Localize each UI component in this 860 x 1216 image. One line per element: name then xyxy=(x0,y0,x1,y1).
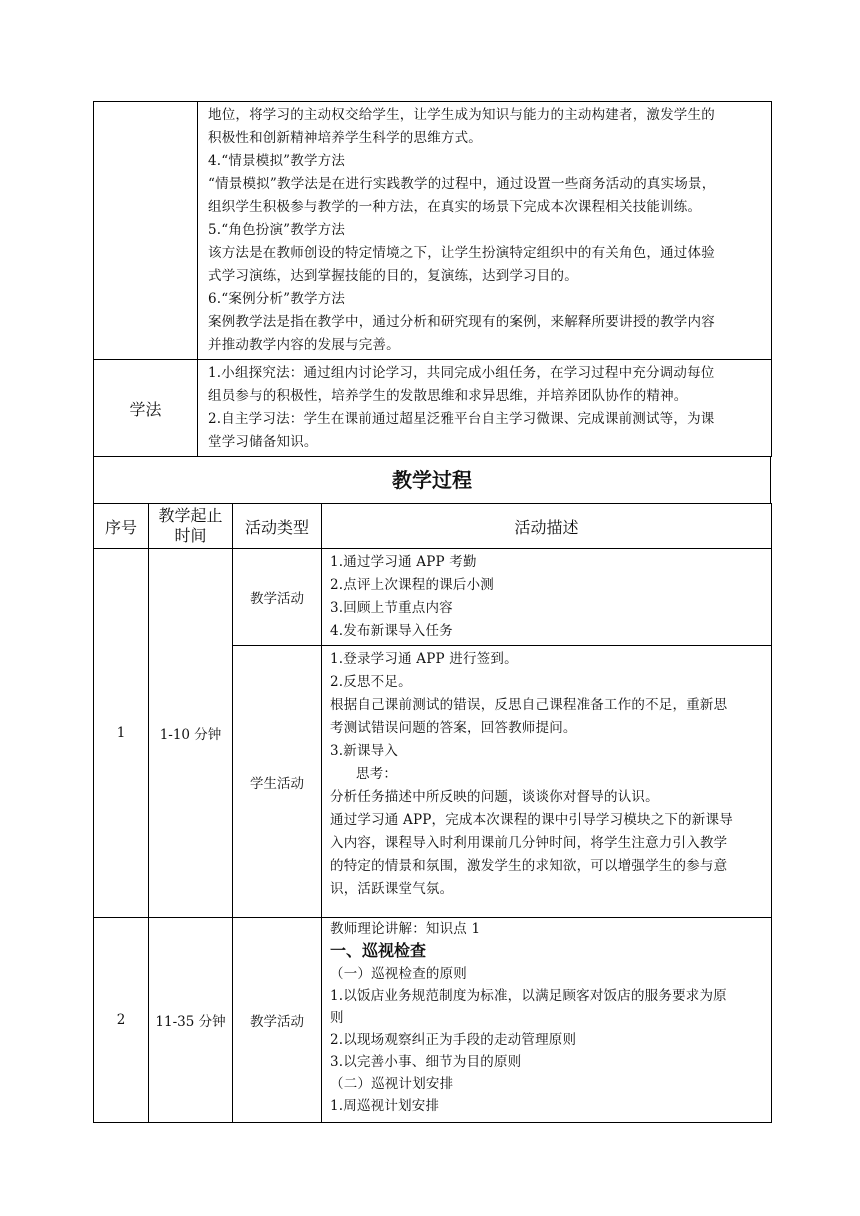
list-item: 1.以饭店业务规范制度为标准，以满足顾客对饭店的服务要求为原 xyxy=(330,988,727,1004)
list-item: 识，活跃课堂气氛。 xyxy=(330,881,454,897)
list-item: 2.反思不足。 xyxy=(330,674,412,690)
list-item: 3.以完善小事、细节为目的原则 xyxy=(330,1054,522,1070)
header-desc: 活动描述 xyxy=(322,504,772,549)
document-page xyxy=(93,101,771,1123)
list-item: 则 xyxy=(330,1010,344,1026)
lecture-intro: 教师理论讲解：知识点 1 xyxy=(330,921,481,937)
learning-methods-label: 学法 xyxy=(94,360,198,457)
header-seq: 序号 xyxy=(94,504,149,549)
process-header-row xyxy=(94,504,772,549)
header-time xyxy=(149,504,233,549)
text-line: 式学习演练，达到掌握技能的目的，复演练，达到学习目的。 xyxy=(208,268,578,284)
text-line: 组织学生积极参与教学的一种方法，在真实的场景下完成本次课程相关技能训练。 xyxy=(208,199,702,215)
list-item: 4.发布新课导入任务 xyxy=(330,623,453,639)
text-line: 并推动教学内容的发展与完善。 xyxy=(208,337,400,353)
think-label: 思考： xyxy=(356,766,398,782)
list-item: 3.回顾上节重点内容 xyxy=(330,600,453,616)
process-section-title: 教学过程 xyxy=(93,457,771,503)
methods-table xyxy=(93,101,772,457)
row2-type: 教学活动 xyxy=(233,918,322,1123)
list-item: 入内容，课程导入时利用课前几分钟时间，将学生注意力引入教学 xyxy=(330,835,728,851)
header-time-line2: 时间 xyxy=(174,526,207,545)
subheading: （二）巡视计划安排 xyxy=(330,1076,454,1092)
row1-time: 1-10 分钟 xyxy=(149,549,233,918)
subheading: （一）巡视检查的原则 xyxy=(330,966,467,982)
text-line: “情景模拟”教学法是在进行实践教学的过程中，通过设置一些商务活动的真实场景， xyxy=(208,176,716,192)
teaching-methods-content xyxy=(198,102,772,360)
list-item: 1.登录学习通 APP 进行签到。 xyxy=(330,651,518,667)
list-item: 根据自己课前测试的错误，反思自己课程准备工作的不足，重新思 xyxy=(330,697,728,713)
learning-methods-content xyxy=(198,360,772,457)
row1-student-type: 学生活动 xyxy=(233,646,322,918)
list-item: 2.点评上次课程的课后小测 xyxy=(330,577,494,593)
header-type: 活动类型 xyxy=(233,504,322,549)
list-item: 通过学习通 APP，完成本次课程的课中引导学习模块之下的新课导 xyxy=(330,812,733,828)
list-item: 2.以现场观察纠正为手段的走动管理原则 xyxy=(330,1032,577,1048)
text-line: 组员参与的积极性，培养学生的发散思维和求异思维，并培养团队协作的精神。 xyxy=(208,388,688,404)
list-item: 考测试错误问题的答案，回答教师提问。 xyxy=(330,720,577,736)
text-line: 案例教学法是指在教学中，通过分析和研究现有的案例，来解释所要讲授的教学内容 xyxy=(208,314,715,330)
process-table xyxy=(93,503,772,1123)
row1-student-desc xyxy=(322,646,772,918)
section-heading: 一、巡视检查 xyxy=(330,941,427,960)
list-item: 分析任务描述中所反映的问题，谈谈你对督导的认识。 xyxy=(330,789,659,805)
text-line: 2.自主学习法：学生在课前通过超星泛雅平台自主学习微课、完成课前测试等，为课 xyxy=(208,411,715,427)
text-line: 6.“案例分析”教学方法 xyxy=(208,291,346,307)
text-line: 堂学习储备知识。 xyxy=(208,434,318,450)
list-item: 1.周巡视计划安排 xyxy=(330,1098,440,1114)
row2-desc xyxy=(322,918,772,1123)
row1-teacher-type: 教学活动 xyxy=(233,549,322,646)
list-item: 的特定的情景和氛围，激发学生的求知欲，可以增强学生的参与意 xyxy=(330,858,728,874)
text-line: 积极性和创新精神培养学生科学的思维方式。 xyxy=(208,130,482,146)
methods-label-cell xyxy=(94,102,198,360)
text-line: 1.小组探究法：通过组内讨论学习，共同完成小组任务，在学习过程中充分调动每位 xyxy=(208,365,715,381)
list-item: 3.新课导入 xyxy=(330,743,399,759)
header-time-line1: 教学起止 xyxy=(158,506,223,525)
text-line: 5.“角色扮演”教学方法 xyxy=(208,222,346,238)
list-item: 1.通过学习通 APP 考勤 xyxy=(330,554,477,570)
text-line: 该方法是在教师创设的特定情境之下，让学生扮演特定组织中的有关角色，通过体验 xyxy=(208,245,715,261)
row1-teacher-desc xyxy=(322,549,772,646)
row2-time: 11-35 分钟 xyxy=(149,918,233,1123)
table-row xyxy=(94,549,772,646)
row2-seq: 2 xyxy=(94,918,149,1123)
row1-seq: 1 xyxy=(94,549,149,918)
text-line: 地位，将学习的主动权交给学生，让学生成为知识与能力的主动构建者，激发学生的 xyxy=(208,107,715,123)
table-row xyxy=(94,918,772,1123)
text-line: 4.“情景模拟”教学方法 xyxy=(208,153,346,169)
